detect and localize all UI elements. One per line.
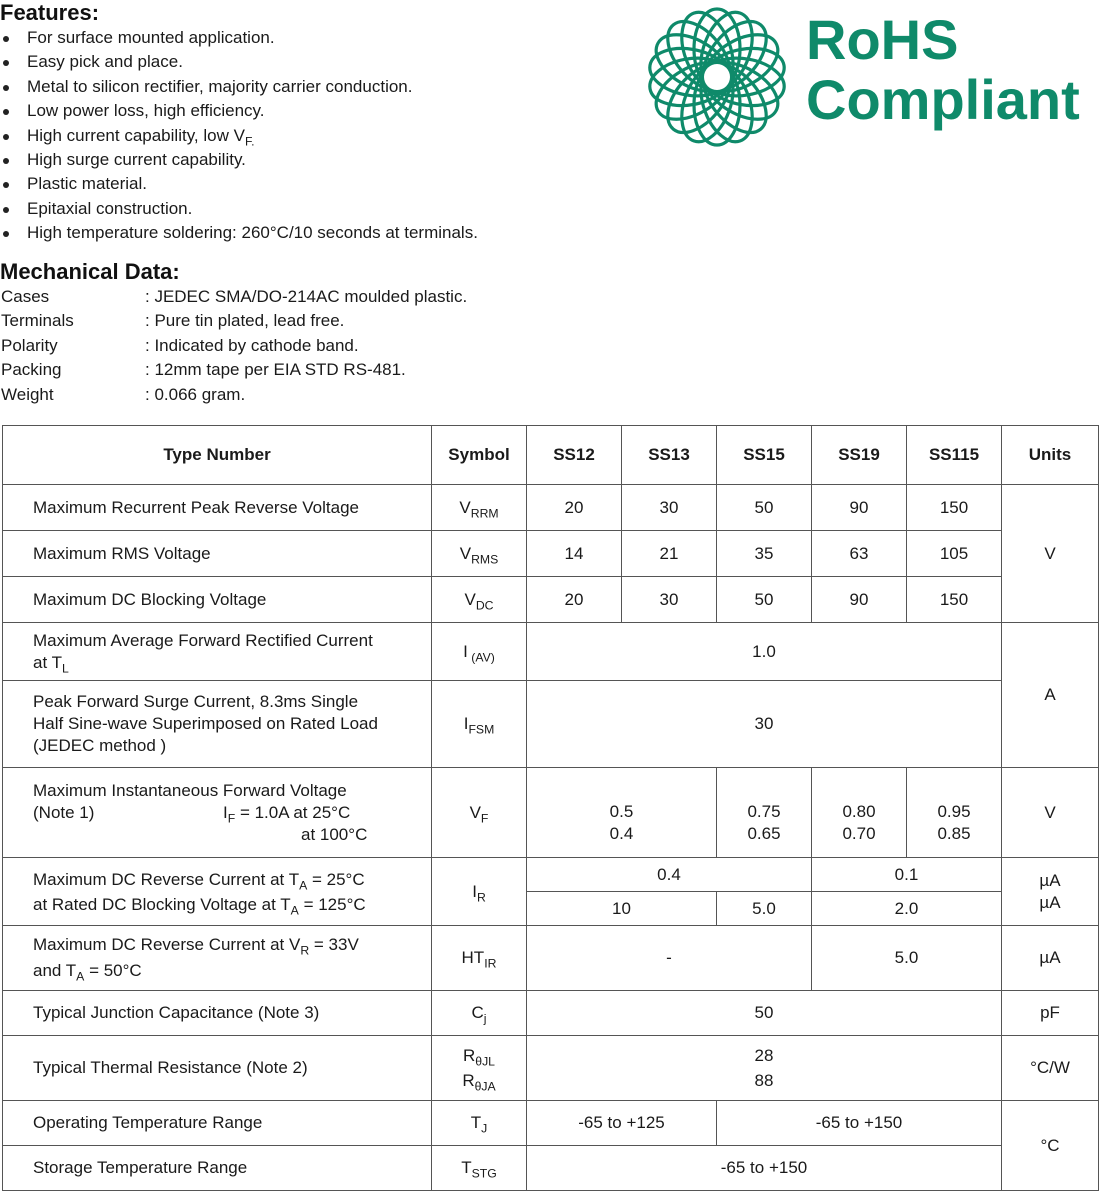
mech-row-polarity: Polarity : Indicated by cathode band.	[1, 335, 359, 355]
mech-row-weight: Weight : 0.066 gram.	[1, 384, 246, 404]
symbol-cell: $V_{RMS}$	[432, 531, 527, 577]
table-row-thermal: Typical Thermal Resistance (Note 2) $R_{\theta JL}$ $R_{\theta JA}$ 28 88 °C/W	[3, 1036, 1099, 1101]
symbol-cell: $T_{STG}$	[432, 1146, 527, 1191]
bullet-icon	[3, 134, 9, 140]
symbol-cell: $V_{RRM}$	[432, 485, 527, 531]
features-heading: Features:	[0, 0, 100, 25]
unit-cell: pF	[1002, 991, 1099, 1036]
header-ss15: SS15	[717, 426, 812, 485]
table-row-htir: Maximum DC Reverse Current at $V_R = 33V$ and $T_A = 50^\circ C$ $HT_{IR}$ - 5.0 µA	[3, 926, 1099, 991]
unit-cell: A	[1002, 623, 1099, 768]
bullet-icon	[3, 85, 9, 91]
header-ss12: SS12	[527, 426, 622, 485]
mech-row-cases: Cases : JEDEC SMA/DO-214AC moulded plastic.	[1, 287, 468, 306]
feature-item: High surge current capability.	[0, 148, 620, 172]
mechanical-heading: Mechanical Data:	[0, 259, 180, 284]
feature-item: Low power loss, high efficiency.	[0, 99, 620, 123]
symbol-cell: $HT_{IR}$	[432, 926, 527, 991]
table-row-cj: Typical Junction Capacitance (Note 3) $C_j$ 50 pF	[3, 991, 1099, 1036]
table-row-iav: Maximum Average Forward Rectified Current at $T_L$ I $_{(AV)}$ 1.0 A	[3, 623, 1099, 681]
bullet-icon	[3, 207, 9, 213]
symbol-cell: $T_J$	[432, 1101, 527, 1146]
symbol-cell: $I_{FSM}$	[432, 681, 527, 768]
header-type-number: Type Number	[3, 426, 432, 485]
bullet-icon	[3, 60, 9, 66]
table-row-tj: Operating Temperature Range $T_J$ -65 to +125 -65 to +150 °C	[3, 1101, 1099, 1146]
unit-cell: °C	[1002, 1101, 1099, 1191]
rohs-spirograph-icon	[646, 6, 788, 148]
symbol-cell: I $_{(AV)}$	[432, 623, 527, 681]
symbol-cell: $I_R$	[432, 858, 527, 926]
features-list	[0, 26, 620, 246]
header-ss115: SS115	[907, 426, 1002, 485]
table-row-vrrm: Maximum Recurrent Peak Reverse Voltage $V_{RRM}$ 20 30 50 90 150 V	[3, 485, 1099, 531]
table-row-vrms: Maximum RMS Voltage $V_{RMS}$ 14 21 35 63 105	[3, 531, 1099, 577]
table-row-ir-125c: 10 5.0 2.0	[3, 892, 1099, 926]
symbol-cell: $V_F$	[432, 768, 527, 858]
header-ss19: SS19	[812, 426, 907, 485]
rohs-text: RoHS Compliant	[806, 8, 1080, 131]
table-row-vdc: Maximum DC Blocking Voltage $V_{DC}$ 20 30 50 90 150	[3, 577, 1099, 623]
table-row-vf: Maximum Instantaneous Forward Voltage (Note 1) $I_F = 1.0A$ at 25°C at 100°C $V_F$ 0.5 0.4 0.75 0.65 0.80 0.70 0.95 0.85 V	[3, 768, 1099, 858]
table-row-ifsm: Peak Forward Surge Current, 8.3ms Single Half Sine-wave Superimposed on Rated Load (JEDEC method ) $I_{FSM}$ 30	[3, 681, 1099, 768]
table-row-tstg: Storage Temperature Range $T_{STG}$ -65 to +150	[3, 1146, 1099, 1191]
header-units: Units	[1002, 426, 1099, 485]
ratings-table	[2, 425, 1099, 1191]
mechanical-data-section	[0, 259, 620, 407]
feature-item: Plastic material.	[0, 172, 620, 196]
bullet-icon	[3, 109, 9, 115]
bullet-icon	[3, 182, 9, 188]
symbol-cell: $R_{\theta JL}$ $R_{\theta JA}$	[432, 1036, 527, 1101]
rohs-logo	[646, 6, 1096, 146]
unit-cell: V	[1002, 485, 1099, 623]
feature-item: Epitaxial construction.	[0, 197, 620, 221]
feature-item: Easy pick and place.	[0, 50, 620, 74]
header-symbol: Symbol	[432, 426, 527, 485]
feature-item: High current capability, low $V_{F.}$	[0, 124, 620, 148]
feature-item: High temperature soldering: 260°C/10 seconds at terminals.	[0, 221, 620, 245]
unit-cell: V	[1002, 768, 1099, 858]
table-header-row	[3, 426, 1099, 485]
feature-item: For surface mounted application.	[0, 26, 620, 50]
bullet-icon	[3, 231, 9, 237]
table-row-ir-25c: Maximum DC Reverse Current at $T_A = 25^\circ C$ at Rated DC Blocking Voltage at $T_A = 125^\circ C$ $I_R$ 0.4 0.1 µA µA	[3, 858, 1099, 892]
unit-cell: µA	[1002, 926, 1099, 991]
mech-row-packing: Packing : 12mm tape per EIA STD RS-481.	[1, 360, 406, 380]
symbol-cell: $C_j$	[432, 991, 527, 1036]
header-ss13: SS13	[622, 426, 717, 485]
bullet-icon	[3, 158, 9, 164]
mech-row-terminals: Terminals : Pure tin plated, lead free.	[1, 311, 345, 331]
bullet-icon	[3, 36, 9, 42]
unit-cell: °C/W	[1002, 1036, 1099, 1101]
feature-item: Metal to silicon rectifier, majority carrier conduction.	[0, 75, 620, 99]
unit-cell: µA µA	[1002, 858, 1099, 926]
symbol-cell: $V_{DC}$	[432, 577, 527, 623]
